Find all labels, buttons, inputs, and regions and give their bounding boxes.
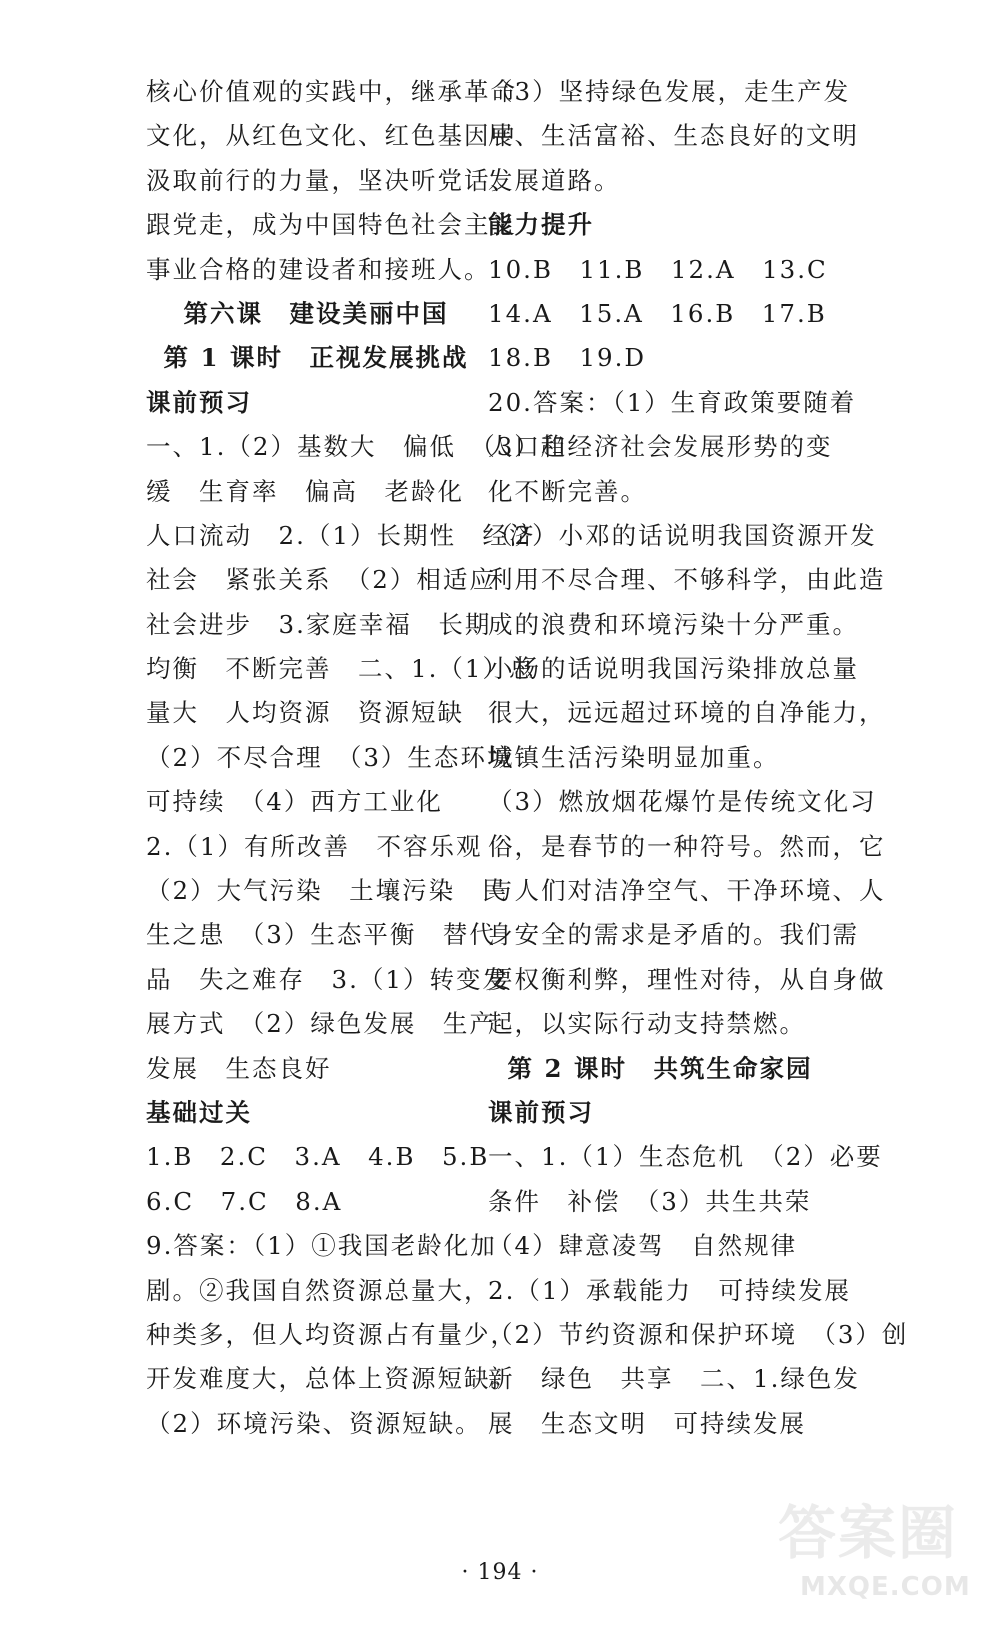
- watermark-url: MXQE.COM: [800, 1572, 971, 1602]
- text-line: 种类多，但人均资源占有量少，: [146, 1319, 517, 1349]
- text-line: 身安全的需求是矛盾的。我们需: [488, 920, 859, 950]
- right-column: [488, 70, 909, 1446]
- page-number: · 194 ·: [461, 1560, 539, 1585]
- text-line: 汲取前行的力量，坚决听党话、: [146, 165, 517, 195]
- text-line: 文化，从红色文化、红色基因中: [146, 121, 517, 151]
- watermark-text: 答案圈: [778, 1499, 959, 1567]
- text-line: 可持续 （4）西方工业化: [146, 787, 443, 817]
- text-line: 小杨的话说明我国污染排放总量: [488, 654, 859, 684]
- text-line: 2.（1）承载能力 可持续发展: [488, 1275, 851, 1305]
- text-line: 跟党走，成为中国特色社会主义: [146, 210, 517, 240]
- section-title: 第 2 课时 共筑生命家园: [507, 1053, 813, 1083]
- text-line: （2）环境污染、资源短缺。: [146, 1408, 482, 1438]
- text-line: （2）节约资源和保护环境 （3）创: [488, 1319, 909, 1349]
- text-line: 利用不尽合理、不够科学，由此造: [488, 565, 886, 595]
- text-line: 9.答案：（1）①我国老龄化加: [146, 1231, 497, 1261]
- text-line: 条件 补偿 （3）共生共荣: [488, 1186, 812, 1216]
- text-line: 一、1.（1）生态危机 （2）必要: [488, 1142, 883, 1172]
- text-line: （3）燃放烟花爆竹是传统文化习: [488, 787, 877, 817]
- text-line: 与人们对洁净空气、干净环境、人: [488, 876, 886, 906]
- text-line: 展 生态文明 可持续发展: [488, 1408, 806, 1438]
- text-line: （3）坚持绿色发展，走生产发: [488, 77, 851, 106]
- text-line: 事业合格的建设者和接班人。: [146, 254, 491, 284]
- text-line: 缓 生育率 偏高 老龄化: [146, 476, 464, 506]
- text-line: 1.B 2.C 3.A 4.B 5.B: [146, 1142, 490, 1172]
- text-line: 人口和经济社会发展形势的变: [488, 432, 833, 462]
- text-line: 6.C 7.C 8.A: [146, 1186, 343, 1216]
- text-line: 城镇生活污染明显加重。: [488, 742, 780, 772]
- text-line: 20.答案：（1）生育政策要随着: [488, 387, 857, 417]
- section-heading: 课前预习: [488, 1097, 594, 1127]
- text-line: 展、生活富裕、生态良好的文明: [488, 121, 859, 151]
- text-line: （4）肆意凌驾 自然规律: [488, 1231, 798, 1261]
- text-line: 剧。②我国自然资源总量大，: [146, 1275, 491, 1305]
- text-line: 发展道路。: [488, 165, 621, 195]
- text-line: 品 失之难存 3.（1）转变发: [146, 964, 509, 994]
- text-line: 新 绿色 共享 二、1.绿色发: [488, 1364, 860, 1394]
- text-line: 生之患 （3）生态平衡 替代: [146, 920, 496, 950]
- text-line: 化不断完善。: [488, 476, 647, 506]
- text-line: 展方式 （2）绿色发展 生产: [146, 1009, 496, 1039]
- text-line: （2）小邓的话说明我国资源开发: [488, 520, 877, 550]
- text-line: 要权衡利弊，理性对待，从自身做: [488, 964, 886, 994]
- text-line: 一、1.（2）基数大 偏低 （3）趋: [146, 432, 568, 462]
- text-line: 2.（1）有所改善 不容乐观: [146, 831, 483, 861]
- text-line: 社会进步 3.家庭幸福 长期: [146, 609, 492, 639]
- text-line: 社会 紧张关系 （2）相适应: [146, 565, 496, 595]
- section-heading: 基础过关: [146, 1097, 252, 1127]
- section-title: 第 1 课时 正视发展挑战: [163, 343, 469, 373]
- text-line: （2）大气污染 土壤污染 民: [146, 876, 509, 906]
- text-line: 发展 生态良好: [146, 1053, 332, 1083]
- section-title: 第六课 建设美丽中国: [183, 298, 449, 328]
- text-line: 核心价值观的实践中，继承革命: [146, 77, 517, 106]
- text-line: 14.A 15.A 16.B 17.B: [488, 298, 827, 328]
- text-line: 均衡 不断完善 二、1.（1）总: [146, 654, 536, 684]
- text-line: 成的浪费和环境污染十分严重。: [488, 609, 859, 639]
- section-heading: 课前预习: [146, 387, 252, 417]
- watermark-logo: [770, 1480, 980, 1630]
- text-line: 人口流动 2.（1）长期性 经济: [146, 520, 536, 550]
- text-line: 起，以实际行动支持禁燃。: [488, 1009, 806, 1039]
- text-line: 很大，远远超过环境的自净能力，: [488, 698, 886, 728]
- section-heading: 能力提升: [488, 210, 594, 240]
- text-line: 18.B 19.D: [488, 343, 647, 373]
- text-line: 开发难度大，总体上资源短缺。: [146, 1364, 517, 1394]
- text-line: 10.B 11.B 12.A 13.C: [488, 254, 828, 284]
- text-line: 量大 人均资源 资源短缺: [146, 698, 464, 728]
- text-line: 俗，是春节的一种符号。然而，它: [488, 831, 886, 861]
- text-line: （2）不尽合理 （3）生态环境: [146, 742, 514, 772]
